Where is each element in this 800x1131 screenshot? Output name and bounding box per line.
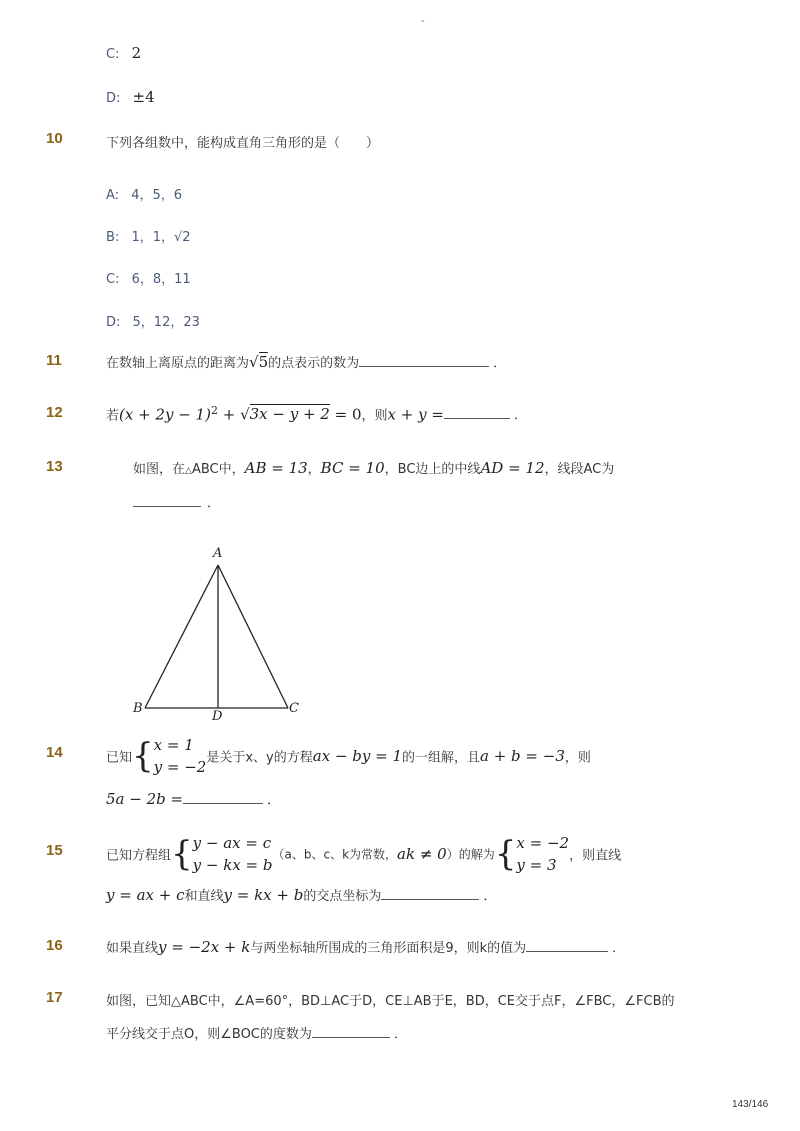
option-value: 5，12，23 <box>132 315 200 330</box>
answer-line <box>106 885 496 904</box>
stem-text: ， <box>307 462 321 477</box>
radicand: 5 <box>258 353 269 371</box>
question-stem: 在数轴上离原点的距离为√5的点表示的数为 ． <box>106 353 507 371</box>
page-number: 143/146 <box>732 1099 769 1110</box>
question-stem <box>106 832 621 876</box>
answer-blank[interactable] <box>444 406 510 419</box>
stem-text: ，BC边上的中线 <box>384 462 481 477</box>
option-d <box>106 88 155 106</box>
equation: y = −2 <box>153 758 207 776</box>
stem-text: 若 <box>106 408 120 424</box>
math-expr: BC = 10 <box>320 459 385 477</box>
stem-text: 是关于x、y的方程 <box>206 750 313 766</box>
question-number: 16 <box>46 937 63 954</box>
question-number: 15 <box>46 842 63 859</box>
stem-text: 平分线交于点O，则∠BOC的度数为 <box>106 1027 312 1042</box>
stem-end: ． <box>513 408 527 424</box>
stem-text: 和直线 <box>184 889 224 904</box>
equation-system <box>154 734 207 778</box>
question-stem: 若$(x + 2y - 1)^2 + √3x - y + 2 = 0$，则x + y = ． <box>106 404 527 424</box>
solution-system <box>516 832 569 876</box>
question-stem: 下列各组数中，能构成直角三角形的是（ ） <box>106 136 380 151</box>
stem-text: ，则 <box>361 408 388 424</box>
stem-text: 的交点坐标为 <box>303 889 382 904</box>
equation: x = −2 <box>516 834 570 852</box>
stem-text: ）的解为 <box>446 847 495 862</box>
point-label-d: D <box>212 709 223 724</box>
math-expr: ax − by = 1 <box>312 747 402 765</box>
stem-text: 已知方程组 <box>106 848 172 864</box>
brace: { <box>132 736 154 776</box>
option-label: C: <box>106 47 120 62</box>
answer-blank[interactable] <box>133 494 201 507</box>
equation: y − ax = c <box>192 834 272 852</box>
answer-blank[interactable] <box>359 354 489 367</box>
math-expr: a + b = −3 <box>480 747 565 765</box>
stem-text: 与两坐标轴所围成的三角形面积是9，则k的值为 <box>250 941 527 956</box>
answer-blank[interactable] <box>183 791 263 804</box>
option-value: 2 <box>131 44 142 62</box>
stem-text: ，则 <box>564 750 591 766</box>
stem-end: ． <box>207 496 221 511</box>
stem-end: ． <box>483 889 497 904</box>
triangle-figure <box>125 540 315 725</box>
question-stem <box>106 937 625 956</box>
question-stem-line2 <box>106 1023 407 1042</box>
answer-blank[interactable] <box>312 1025 390 1038</box>
stem-text: 的一组解，且 <box>401 750 480 766</box>
option-label: A: <box>106 188 120 203</box>
stem-text: 在数轴上离原点的距离为 <box>106 356 250 371</box>
stem-end: ． <box>267 793 281 808</box>
math-expr: y = −2x + k <box>158 938 251 956</box>
math-expr: x + y = <box>387 405 444 424</box>
answer-blank[interactable] <box>381 887 479 900</box>
option-label: B: <box>106 230 120 245</box>
stem-text: 如果直线 <box>106 941 159 956</box>
option-c <box>106 44 141 62</box>
math-expr: ak ≠ 0 <box>397 845 447 863</box>
option-value: 6，8，11 <box>131 272 191 287</box>
question-number: 13 <box>46 458 63 475</box>
option-value: 1，1，√2 <box>131 230 191 245</box>
side-ab <box>145 565 218 708</box>
math-expr: 5a − 2b = <box>106 790 184 808</box>
stem-text: 已知 <box>106 750 133 766</box>
math-expr: y = kx + b <box>223 886 304 904</box>
math-exp: 2 <box>210 404 218 417</box>
math-expr: AB = 13 <box>244 459 308 477</box>
answer-blank[interactable] <box>526 939 608 952</box>
stem-end: ． <box>612 941 626 956</box>
brace: { <box>171 834 193 874</box>
equation-system <box>193 832 273 876</box>
option-label: D: <box>106 315 121 330</box>
vertex-label-b: B <box>133 701 143 716</box>
question-number: 14 <box>46 744 63 761</box>
side-ac <box>218 565 288 708</box>
stem-end: ． <box>393 1027 407 1042</box>
equation: x = 1 <box>153 736 194 754</box>
math-expr: AD = 12 <box>480 459 545 477</box>
radicand: 3x − y + 2 <box>249 405 330 424</box>
equation: y = 3 <box>516 856 557 874</box>
stem-text: ，线段AC为 <box>544 462 615 477</box>
option-value: 4，5，6 <box>131 188 183 203</box>
question-number: 11 <box>46 352 62 369</box>
question-stem: 如图，已知△ABC中，∠A=60°，BD⊥AC于D，CE⊥AB于E，BD，CE交于点F，∠FBC，∠FCB的 <box>106 994 675 1009</box>
vertex-label-a: A <box>213 546 223 561</box>
vertex-label-c: C <box>289 701 299 716</box>
math-op: + <box>217 405 241 424</box>
stem-text: 如图，在 <box>133 462 186 477</box>
math-expr: = 0 <box>329 405 362 424</box>
option-b <box>106 226 191 245</box>
option-d <box>106 311 200 330</box>
answer-line <box>106 789 280 808</box>
question-number: 12 <box>46 404 63 421</box>
option-value: ±4 <box>132 88 155 106</box>
answer-line <box>133 492 220 511</box>
option-label: C: <box>106 272 120 287</box>
triangle-symbol: △ <box>185 466 192 476</box>
option-c <box>106 268 191 287</box>
math-expr: (x + 2y − 1) <box>119 405 211 424</box>
question-stem <box>106 734 591 778</box>
brace: { <box>494 834 517 874</box>
question-number: 17 <box>46 989 63 1006</box>
stem-text: 的点表示的数为 <box>268 356 360 371</box>
stem-text: ，则直线 <box>569 848 622 864</box>
option-label: D: <box>106 91 121 106</box>
header-mark: - <box>421 16 425 27</box>
stem-text: （a、b、c、k为常数， <box>272 847 398 862</box>
equation: y − kx = b <box>192 856 273 874</box>
stem-text: ABC中， <box>191 462 245 477</box>
option-a <box>106 184 182 203</box>
math-expr: y = ax + c <box>106 886 185 904</box>
question-stem <box>133 458 614 477</box>
stem-end: ． <box>493 356 507 371</box>
question-number: 10 <box>46 130 63 147</box>
